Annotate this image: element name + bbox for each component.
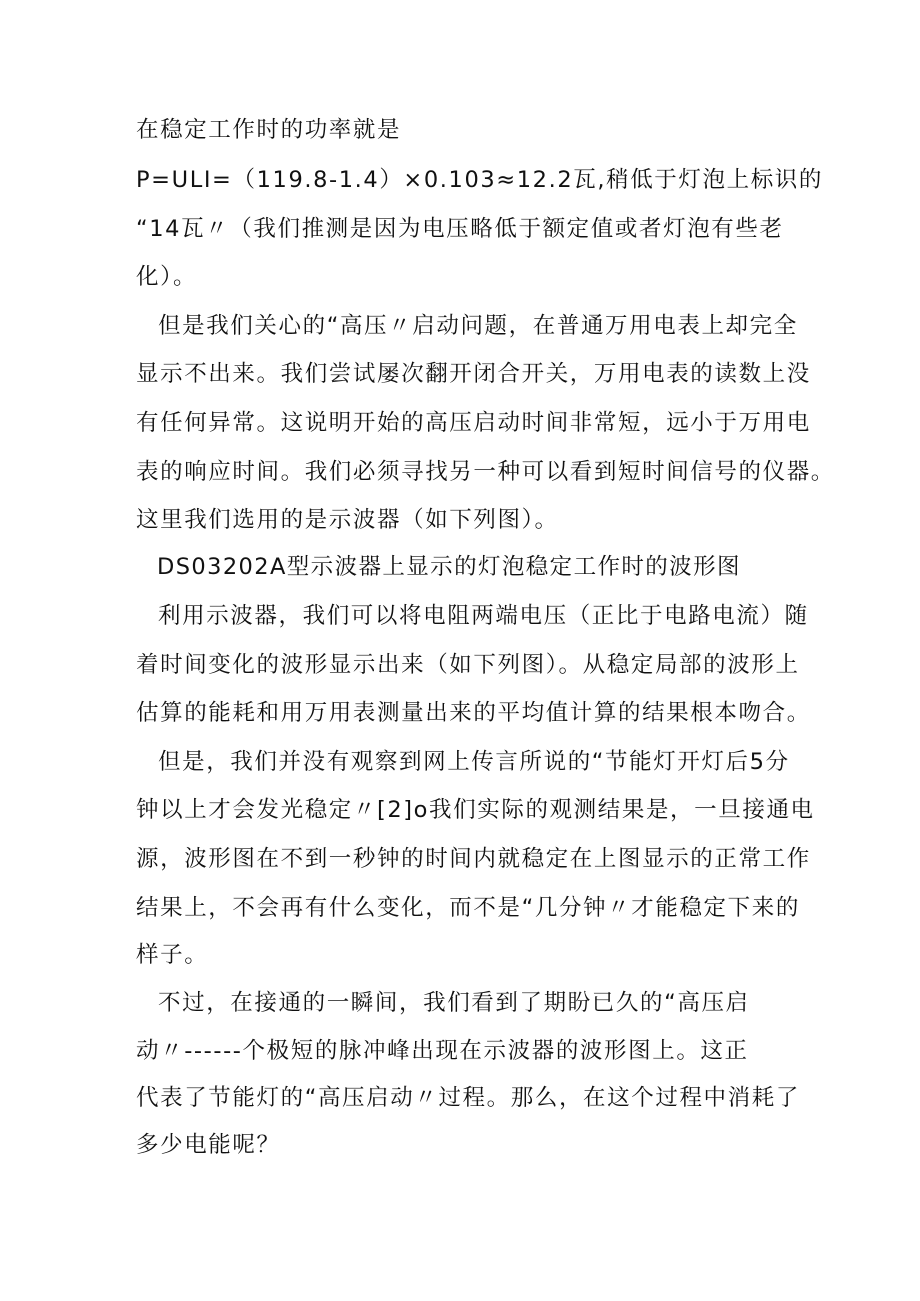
paragraph-start-line: 但是我们关心的“高压〃启动问题，在普通万用电表上却完全 xyxy=(158,313,798,339)
text-line: 样子。 xyxy=(136,942,209,968)
text-line: 着时间变化的波形显示出来（如下列图）。从稳定局部的波形上 xyxy=(136,652,800,678)
text-line: 在稳定工作时的功率就是 xyxy=(136,117,402,143)
text-line: 估算的能耗和用万用表测量出来的平均值计算的结果根本吻合。 xyxy=(136,700,811,726)
text-line: 化）。 xyxy=(136,264,198,290)
paragraph-start-line: 但是，我们并没有观察到网上传言所说的“节能灯开灯后5分 xyxy=(158,749,790,775)
text-line: 钟以上才会发光稳定〃[2]o我们实际的观测结果是，一旦接通电 xyxy=(136,797,815,823)
paragraph-start-line: 不过，在接通的一瞬间，我们看到了期盼已久的“高压启 xyxy=(158,990,750,1016)
text-line: 有任何异常。这说明开始的高压启动时间非常短，远小于万用电 xyxy=(136,410,811,436)
text-line: 结果上，不会再有什么变化，而不是“几分钟〃才能稳定下来的 xyxy=(136,895,800,921)
text-line: 表的响应时间。我们必须寻找另一种可以看到短时间信号的仪器。 xyxy=(136,459,835,485)
figure-caption: DS03202A型示波器上显示的灯泡稳定工作时的波形图 xyxy=(157,554,741,580)
text-line: 动〃------个极短的脉冲峰出现在示波器的波形图上。这正 xyxy=(136,1038,749,1064)
formula-line: P=ULI=（119.8-1.4）×0.103≈12.2瓦,稍低于灯泡上标识的 xyxy=(136,167,823,193)
text-line: 源，波形图在不到一秒钟的时间内就稳定在上图显示的正常工作 xyxy=(136,846,811,872)
text-line: 显示不出来。我们尝试屡次翻开闭合开关，万用电表的读数上没 xyxy=(136,361,811,387)
text-line: 这里我们选用的是示波器（如下列图）。 xyxy=(136,507,559,533)
paragraph-start-line: 利用示波器，我们可以将电阻两端电压（正比于电路电流）随 xyxy=(158,603,809,629)
text-line: 代表了节能灯的“高压启动〃过程。那么，在这个过程中消耗了 xyxy=(136,1085,800,1111)
text-line: “14瓦〃（我们推测是因为电压略低于额定值或者灯泡有些老 xyxy=(136,216,784,242)
text-line: 多少电能呢？ xyxy=(136,1132,281,1158)
